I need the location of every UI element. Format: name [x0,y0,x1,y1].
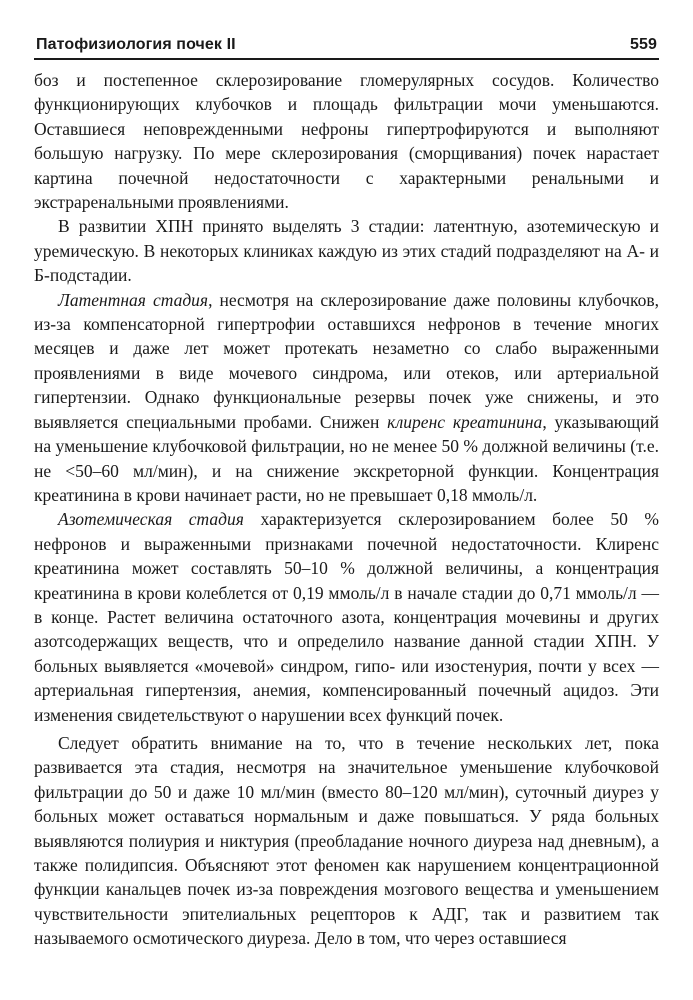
running-title: Патофизиология почек II [36,36,236,53]
text-run: , указывающий на уменьшение клубочковой фильтрации, но не менее 50 % должной величины (т.е. не <50–60 мл/мин), и на снижение экскреторной функции. Концентрация креатинина в крови начинает расти, но не превышает 0,18 ммоль/л. [34,411,659,505]
term-latent-stage: Латентная стадия [58,289,209,310]
text-run: , несмотря на склерозирование даже половины клубочков, из-за компенсаторной гипертрофии оставшихся нефронов в течение многих месяцев и даже лет может протекать незаметно со слабо выраженными проявлениями в виде мочевого синдрома, или отеков, или артериальной гипертензии. Однако функциональные резервы почек уже снижены, и это выявляется специальными пробами. Снижен [34,289,660,432]
paragraph [34,68,659,214]
text-run: боз и постепенное склерозирование гломерулярных сосудов. Количество функционирующих клубочков и площадь фильтрации мочи уменьшаются. Оставшиеся неповрежденными нефроны гипертрофируются и выполняют большую нагрузку. По мере склерозирования (сморщивания) почек нарастает картина почечной недостаточности с характерными ренальными и экстраренальными проявлениями. [34,70,659,213]
paragraph [34,288,659,508]
term-azotemic-stage: Азотемическая стадия [58,509,244,530]
paragraph [34,507,659,727]
text-run: В развитии ХПН принято выделять 3 стадии: латентную, азотемическую и уремическую. В некоторых клиниках каждую из этих стадий подразделяют на А- и Б-подстадии. [34,216,659,286]
text-run: Следует обратить внимание на то, что в течение нескольких лет, пока развивается эта стадия, несмотря на значительное уменьшение клубочковой фильтрации до 50 и даже 10 мл/мин (вместо 80–120 мл/мин), суточный диурез у больных может оставаться нормальным и даже повышаться. У ряда больных выявляются полиурия и никтурия (преобладание ночного диуреза над дневным), а также полидипсия. Объясняют этот феномен как нарушением концентрационной функции канальцев почек из-за повреждения мозгового вещества и уменьшением чувствительности эпителиальных рецепторов к АДГ, так и развитием так называемого осмотического диуреза. Дело в том, что через оставшиеся [34,732,659,949]
text-run: характеризуется склерозированием более 50 % нефронов и выраженными признаками почечной недостаточности. Клиренс креатинина может составлять 50–10 % должной величины, а концентрация креатинина в крови колеблется от 0,19 ммоль/л в начале стадии до 0,71 ммоль/л — в конце. Растет величина остаточного азота, концентрация мочевины и других азотсодержащих веществ, что и определило название данной стадии ХПН. У больных выявляется «мочевой» синдром, гипо- или изостенурия, почти у всех — артериальная гипертензия, анемия, компенсированный почечный ацидоз. Эти изменения свидетельствуют о нарушении всех функций почек. [34,509,659,725]
paragraph [34,731,659,951]
term-creatinine-clearance: клиренс креатинина [387,411,543,432]
paragraph [34,214,659,287]
body-text [34,68,659,951]
running-header [34,36,659,60]
page-number: 559 [630,36,657,53]
